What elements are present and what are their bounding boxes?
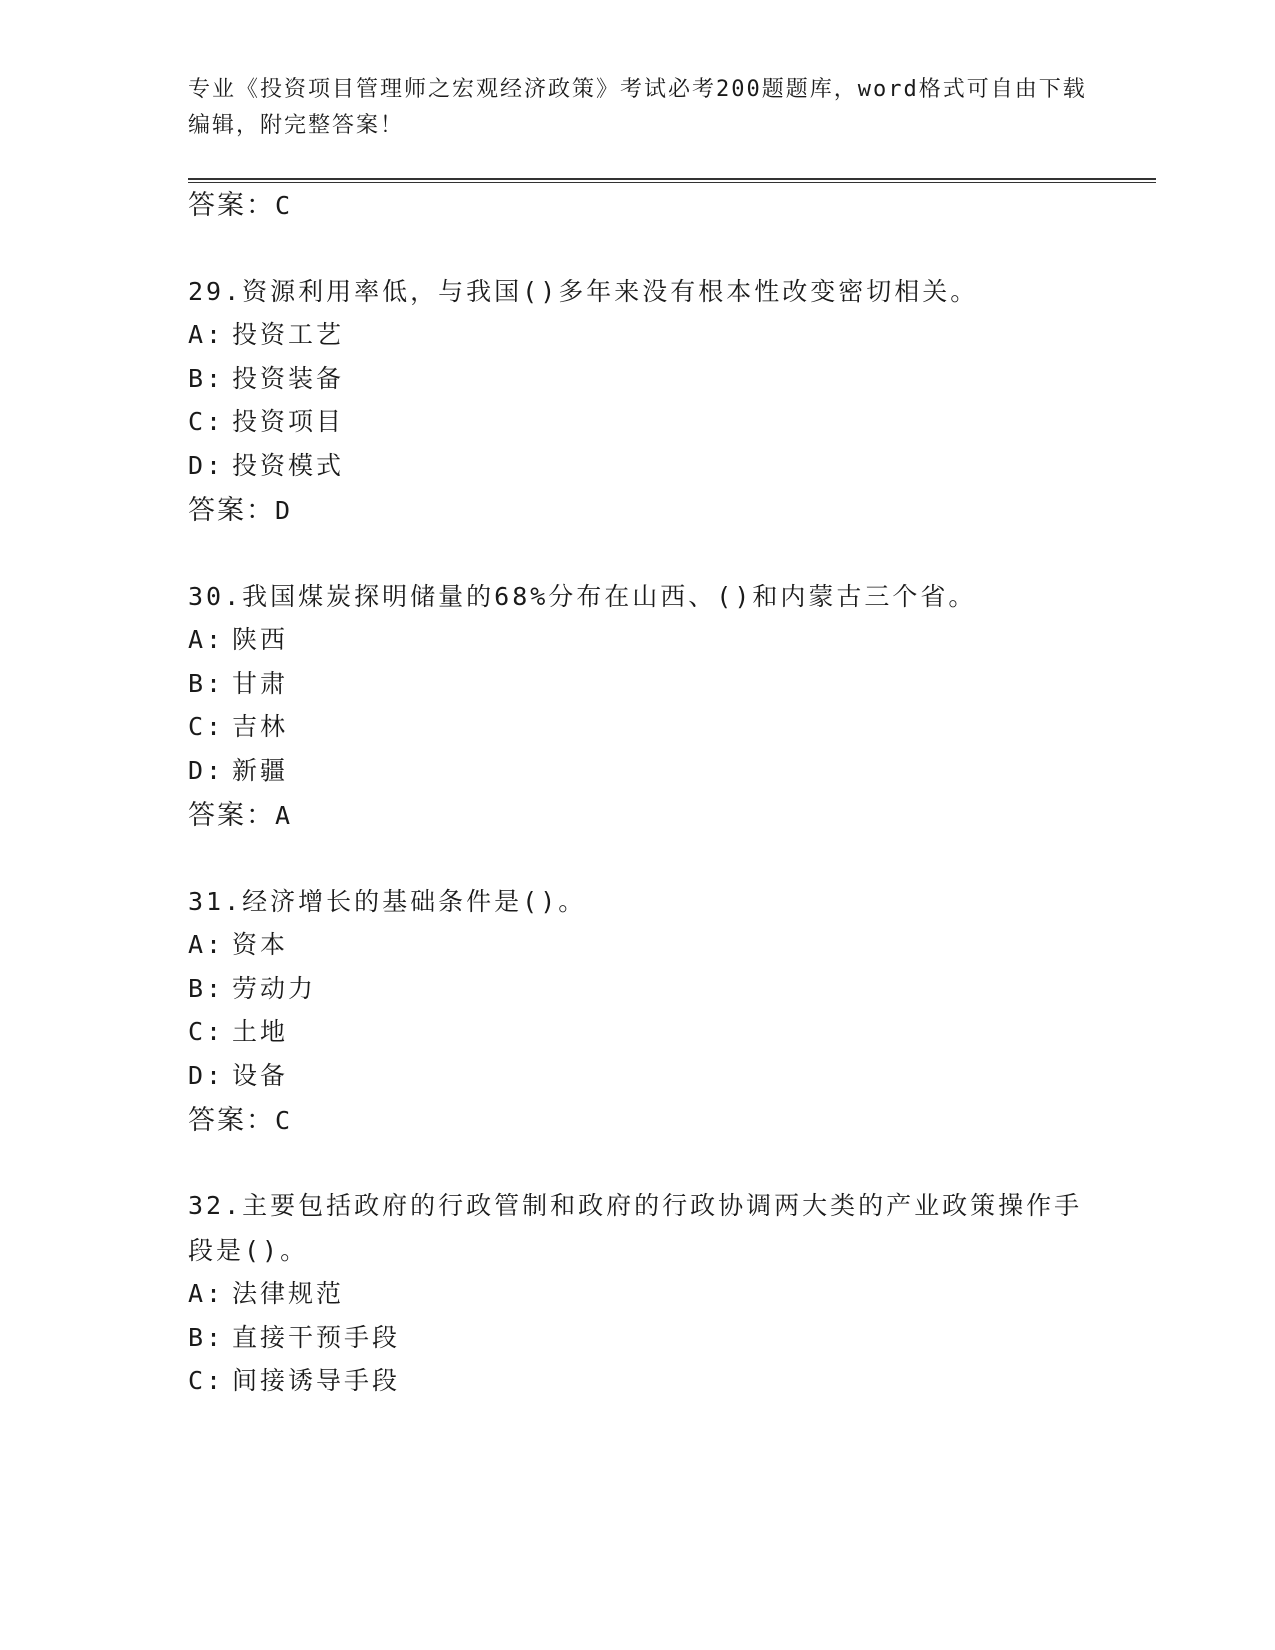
question-29-option-b xyxy=(188,359,344,395)
question-30-text: 30.我国煤炭探明储量的68%分布在山西、()和内蒙古三个省。 xyxy=(188,582,977,611)
option-text: 投资工艺 xyxy=(232,320,345,349)
question-30-option-b xyxy=(188,664,288,700)
option-letter: C: xyxy=(188,712,225,741)
option-text: 新疆 xyxy=(232,756,289,785)
option-text: 投资装备 xyxy=(232,364,345,393)
option-text: 吉林 xyxy=(232,712,289,741)
option-letter: B: xyxy=(188,974,225,1003)
option-text: 劳动力 xyxy=(232,974,317,1003)
option-text: 间接诱导手段 xyxy=(232,1366,401,1395)
option-letter: A: xyxy=(188,930,225,959)
question-30-option-d xyxy=(188,751,288,787)
answer-label: 答案： xyxy=(188,495,275,526)
question-30-option-c xyxy=(188,707,288,743)
answer-line-q30 xyxy=(188,793,292,832)
option-text: 资本 xyxy=(232,930,289,959)
question-32-option-a xyxy=(188,1274,344,1310)
answer-value: D xyxy=(275,496,293,525)
option-text: 投资项目 xyxy=(232,407,345,436)
question-31-option-c xyxy=(188,1012,288,1048)
header-divider xyxy=(188,178,1156,183)
answer-label: 答案： xyxy=(188,190,275,221)
option-letter: D: xyxy=(188,1061,225,1090)
question-31-option-b xyxy=(188,969,316,1005)
option-text: 设备 xyxy=(232,1061,289,1090)
question-30-option-a xyxy=(188,620,288,656)
option-letter: A: xyxy=(188,1279,225,1308)
answer-value: A xyxy=(275,801,293,830)
option-letter: A: xyxy=(188,320,225,349)
answer-label: 答案： xyxy=(188,1105,275,1136)
answer-line-q28 xyxy=(188,183,292,222)
option-text: 投资模式 xyxy=(232,451,345,480)
option-letter: B: xyxy=(188,364,225,393)
option-letter: D: xyxy=(188,756,225,785)
question-32-text: 32.主要包括政府的行政管制和政府的行政协调两大类的产业政策操作手段是()。 xyxy=(188,1191,1083,1265)
question-32-option-c xyxy=(188,1361,400,1397)
option-text: 陕西 xyxy=(232,625,289,654)
option-letter: A: xyxy=(188,625,225,654)
question-29-option-a xyxy=(188,315,344,351)
document-header: 专业《投资项目管理师之宏观经济政策》考试必考200题题库，word格式可自由下载编辑，附完整答案！ xyxy=(188,77,1087,138)
question-29-text: 29.资源利用率低，与我国()多年来没有根本性改变密切相关。 xyxy=(188,277,979,306)
option-letter: C: xyxy=(188,407,225,436)
option-text: 法律规范 xyxy=(232,1279,345,1308)
question-31-text: 31.经济增长的基础条件是()。 xyxy=(188,887,587,916)
option-letter: C: xyxy=(188,1366,225,1395)
question-31-option-d xyxy=(188,1056,288,1092)
question-32-option-b xyxy=(188,1318,400,1354)
question-31-option-a xyxy=(188,925,288,961)
option-letter: C: xyxy=(188,1017,225,1046)
option-letter: B: xyxy=(188,1323,225,1352)
answer-line-q31 xyxy=(188,1098,292,1137)
answer-value: C xyxy=(275,1106,293,1135)
answer-value: C xyxy=(275,191,293,220)
option-text: 土地 xyxy=(232,1017,289,1046)
option-text: 甘肃 xyxy=(232,669,289,698)
option-letter: B: xyxy=(188,669,225,698)
option-text: 直接干预手段 xyxy=(232,1323,401,1352)
question-29-option-d xyxy=(188,446,344,482)
option-letter: D: xyxy=(188,451,225,480)
answer-label: 答案： xyxy=(188,800,275,831)
answer-line-q29 xyxy=(188,488,292,527)
question-29-option-c xyxy=(188,402,344,438)
